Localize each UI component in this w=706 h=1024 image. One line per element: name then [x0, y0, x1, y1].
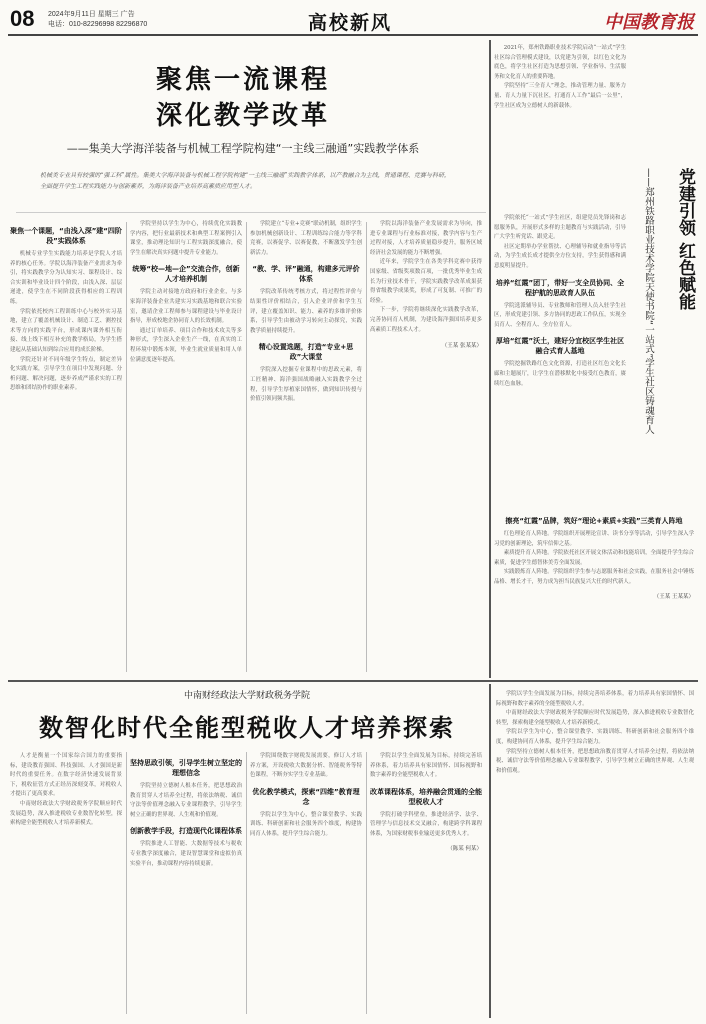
article3-byline: （王某 王某某） [653, 593, 694, 600]
article2-title: 数智化时代全能型税收人才培养探索 [39, 713, 455, 742]
paragraph: 学院坚持立德树人根本任务，把思想政治教育贯穿人才培养全过程，将依法纳税、诚信守法等价值理念融入专业课程教学，引导学生树立正确的世界观、人生观和价值观。 [130, 783, 242, 818]
paragraph: 机械专业学生实践能力培养是学院人才培养的核心任务。学院以海洋装备产业需求为牵引，将实践教学分为认知实习、课程设计、综合实训和毕业设计四个阶段，由浅入深、层层递进，使学生在不同阶段获得相应的工程训练。 [10, 251, 122, 305]
article2-column-2 [130, 752, 242, 1018]
article3-title: 党建引领 红色赋能 [675, 168, 695, 310]
article3-heading-3: 擦亮“红霞”品牌，筑好“理论+素质+实践”三类育人阵地 [505, 517, 683, 525]
paragraph: 学院依托校内工程训练中心与校外实习基地，建立了覆盖机械设计、制造工艺、测控技术等方向的实践平台，形成课内课外相互衔接、线上线下相互补充的教学格局，为学生搭建起从基础认知到综合应用的成长阶梯。 [10, 308, 122, 353]
paragraph: 红色理论育人阵地。学院组织开展理论宣讲、读书分享等活动，引导学生深入学习党的创新理论，筑牢信仰之基。 [494, 531, 694, 547]
column-rule [246, 222, 247, 672]
section-title: 高校新风 [308, 12, 393, 34]
article1-column-2 [130, 220, 242, 675]
paragraph: 学院建立“专业+竞赛”联动机制，组织学生参加机械创新设计、工程训练综合能力等学科竞赛，以赛促学、以赛促教，不断激发学生创新活力。 [250, 221, 362, 256]
paragraph: 通过订单培养、项目合作和技术攻关等多种形式，学生深入企业生产一线，在真实的工程环境中锻炼本领，毕业生就业质量和用人单位满意度逐年提高。 [130, 327, 242, 363]
article1-col3-heading: “教、学、评”融通，构建多元评价体系 [252, 265, 360, 284]
article2-col2-heading-2: 创新教学手段，打造现代化课程体系 [130, 827, 242, 836]
article1-column-1 [10, 220, 122, 675]
masthead [8, 6, 698, 36]
paragraph: 社区定期举办学业帮扶、心理辅导和就业指导等活动，为学生成长成才提供全方位支持，学生获得感和满意度明显提升。 [494, 243, 626, 269]
paragraph: 学院打破学科壁垒，推进经济学、法学、管理学与信息技术交叉融合，构建跨学科课程体系，为国家财税事业输送更多优秀人才。 [370, 811, 482, 837]
paragraph: 学院还针对不同年级学生特点，制定差异化实践方案，引导学生在项目中发现问题、分析问题、解决问题，逐步养成严谨求实的工程思维和团结协作的职业素养。 [10, 356, 122, 392]
article2-column-3 [250, 752, 362, 1018]
column-rule [126, 752, 127, 1014]
paragraph: 学院以学生为中心，整合课堂教学、实践训练、科研创新和社会服务四个维度，构建协同育人体系，提升学生综合能力。 [250, 811, 362, 837]
article1-col3-heading-2: 精心设置选题，打造“专业+思政”大课堂 [258, 343, 354, 362]
article-divider [489, 684, 491, 1018]
paragraph: 学院依托“一站式”学生社区，组建党员先锋岗和志愿服务队，开展形式多样的主题教育与实践活动，引导广大学生听党话、跟党走。 [494, 215, 626, 241]
article3-subtitle: ——郑州铁路职业技术学院天使书院“一站式”学生社区铸魂育人 [643, 168, 654, 435]
article-divider [489, 40, 491, 678]
article2-column-1 [10, 752, 122, 1018]
article3-bottom [494, 510, 694, 678]
paragraph: 学院挖掘铁路红色文化资源，打造社区红色文化长廊和主题展厅，让学生在潜移默化中接受红色教育，赓续红色血脉。 [494, 361, 626, 387]
column-rule [126, 222, 127, 672]
paragraph: 学院以学生为中心，整合课堂教学、实践训练、科研创新和社会服务四个维度，构建协同育人体系，提升学生综合能力。 [496, 729, 694, 745]
column-rule [366, 752, 367, 1014]
paragraph: 近年来，学院学生在各类学科竞赛中获得国家级、省级奖项数百项，一批优秀毕业生成长为行业技术骨干，学院实践教学改革成果获得省级教学成果奖，形成了可复制、可推广的经验。 [370, 259, 482, 304]
paragraph: 学院以学生全面发展为目标，持续完善培养体系，着力培养具有家国情怀、国际视野和数字素养的全能型税收人才。 [496, 691, 694, 707]
article2-column-4 [370, 752, 482, 1018]
paragraph: 学院改革传统考核方式，将过程性评价与结果性评价相结合，引入企业评价和学生互评，建立覆盖知识、能力、素养的多维评价体系，引导学生由被动学习转向主动探究，实践教学质量持续提升。 [250, 289, 362, 334]
article2-col2-heading: 坚持思政引领，引导学生树立坚定的理想信念 [130, 759, 242, 777]
article1-title-line1: 聚焦一流课程 [155, 65, 330, 95]
article-divider [8, 680, 698, 682]
column-rule [246, 752, 247, 1014]
paragraph: 学院坚持“三全育人”理念，推动管理力量、服务力量、育人力量下沉社区，打通育人工作“最后一公里”，学生社区成为立德树人的新载体。 [494, 83, 626, 109]
article1-col1-heading: 聚焦一个课题，“由浅入深”建“四阶段”实践体系 [10, 227, 122, 245]
date-line: 2024年9月11日 星期三 广告 [48, 11, 135, 18]
paragraph: 学院坚持立德树人根本任务，把思想政治教育贯穿人才培养全过程，将依法纳税、诚信守法等价值理念融入专业课程教学，引导学生树立正确的世界观、人生观和价值观。 [496, 748, 694, 774]
article1-col2-heading: 统筹“校—地—企”交流合作，创新人才培养机制 [132, 265, 240, 284]
article3-continued [496, 690, 694, 1018]
paragraph: 下一步，学院将继续深化实践教学改革，完善协同育人机制，为建设海洋强国培养更多高素质工程技术人才。 [370, 307, 482, 333]
page-number: 08 [10, 6, 35, 31]
article1-title [8, 62, 478, 134]
article1-title-line2: 深化教学改革 [155, 101, 330, 131]
paragraph: 学院深入挖掘专业课程中的思政元素，将工匠精神、海洋强国战略融入实践教学全过程，引导学生厚植家国情怀，做到知识传授与价值引领同频共振。 [250, 367, 362, 403]
paragraph: 人才是衡量一个国家综合国力的重要指标，建设教育强国、科技强国、人才强国是新时代的重要任务。在数字经济快速发展背景下，税收征管方式正经历深刻变革，对税收人才提出了更高要求。 [10, 753, 122, 798]
paragraph: 2021年，郑州铁路职业技术学院启动“一站式”学生社区综合管理模式建设，以党建为引领，以红色文化为底色，将学生社区打造为思想引领、学业指导、生活服务和文化育人的重要阵地。 [494, 45, 626, 80]
article2-col3-heading: 优化教学模式，探索“四维”教育理念 [252, 787, 360, 806]
column-rule [366, 222, 367, 672]
paragraph: 学院围绕数字财税发展需要，修订人才培养方案，开设税收大数据分析、智能税务等特色课程，不断夯实学生专业基础。 [250, 753, 362, 779]
article1-divider [16, 212, 486, 213]
article1-column-4 [370, 220, 482, 675]
article1-column-3 [250, 220, 362, 675]
article1-lead: 机械类专业具有较强的“强工科”属性。集美大学海洋装备与机械工程学院构建“一主线三融通”实践教学体系，以产教融合为主线，贯通课程、竞赛与科研，全面提升学生工程实践能力与创新素养，为海洋装备产业培养高素质应用型人才。 [40, 172, 450, 190]
paper-name: 中国教育报 [604, 12, 694, 33]
paragraph: 中南财经政法大学财政税务学院顺应时代发展趋势，深入推进税收专业数智化转型，探索构建全能型税收人才培养新模式。 [10, 800, 122, 827]
paragraph: 学院主动对接地方政府和行业企业，与多家海洋装备企业共建实习实践基地和联合实验室，邀请企业工程师参与课程建设与毕业设计指导，形成校地企协同育人的长效机制。 [130, 289, 242, 325]
article3-column-3 [494, 214, 626, 504]
article3-column-1 [494, 44, 626, 214]
paragraph: 学院以海洋装备产业发展需求为导向，推进专业课程与行业标准对接，教学内容与生产过程对接，人才培养质量稳步提升，服务区域经济社会发展的能力不断增强。 [370, 221, 482, 256]
article2-kicker: 中南财经政法大学财政税务学院 [183, 691, 310, 701]
article2-col4-heading: 改革课程体系，培养融会贯通的全能型税收人才 [370, 787, 482, 806]
paragraph: 实践锻炼育人阵地。学院组织学生参与志愿服务和社会实践，在服务社会中锤炼品格、增长才干，努力成为担当民族复兴大任的时代新人。 [494, 569, 694, 585]
paragraph: 学院推进人工智能、大数据等技术与税收专业教学深度融合，建设智慧课堂和虚拟仿真实验平台，推动课程内容持续更新。 [130, 841, 242, 867]
article1-byline: （王某 张某某） [441, 343, 482, 350]
article1-subtitle: ——集美大学海洋装备与机械工程学院构建“一主线三融通”实践教学体系 [66, 142, 420, 155]
paragraph: 素质提升育人阵地。学院依托社区开展文体活动和技能培训，全面提升学生综合素质，促进学生德智体美劳全面发展。 [494, 550, 694, 566]
article2-byline: （陈某 何某） [447, 845, 482, 852]
paragraph: 学院选派辅导员、专业教师和管理人员入驻学生社区，形成党建引领、多方协同的思政工作队伍，实现全员育人、全程育人、全方位育人。 [494, 302, 626, 328]
contact-line: 电话：010-82296998 82296870 [48, 21, 148, 28]
paragraph: 学院以学生全面发展为目标，持续完善培养体系，着力培养具有家国情怀、国际视野和数字素养的全能型税收人才。 [370, 753, 482, 779]
paragraph: 学院坚持以学生为中心，持续优化实践教学内容，把行业最新技术和典型工程案例引入课堂，推动理论知识与工程实践深度融合，使学生在解决真实问题中提升专业能力。 [130, 221, 242, 256]
article3-heading-2: 厚培“红霞”沃土，建好分宜校区学生社区融合式育人基地 [495, 337, 625, 356]
article3-heading-1: 培养“红霞”团丁，带好一支全员协同、全程护航的思政育人队伍 [495, 278, 625, 297]
page-info [48, 10, 147, 30]
paragraph: 中南财经政法大学财政税务学院顺应时代发展趋势，深入推进税收专业数智化转型，探索构建全能型税收人才培养新模式。 [496, 710, 694, 726]
